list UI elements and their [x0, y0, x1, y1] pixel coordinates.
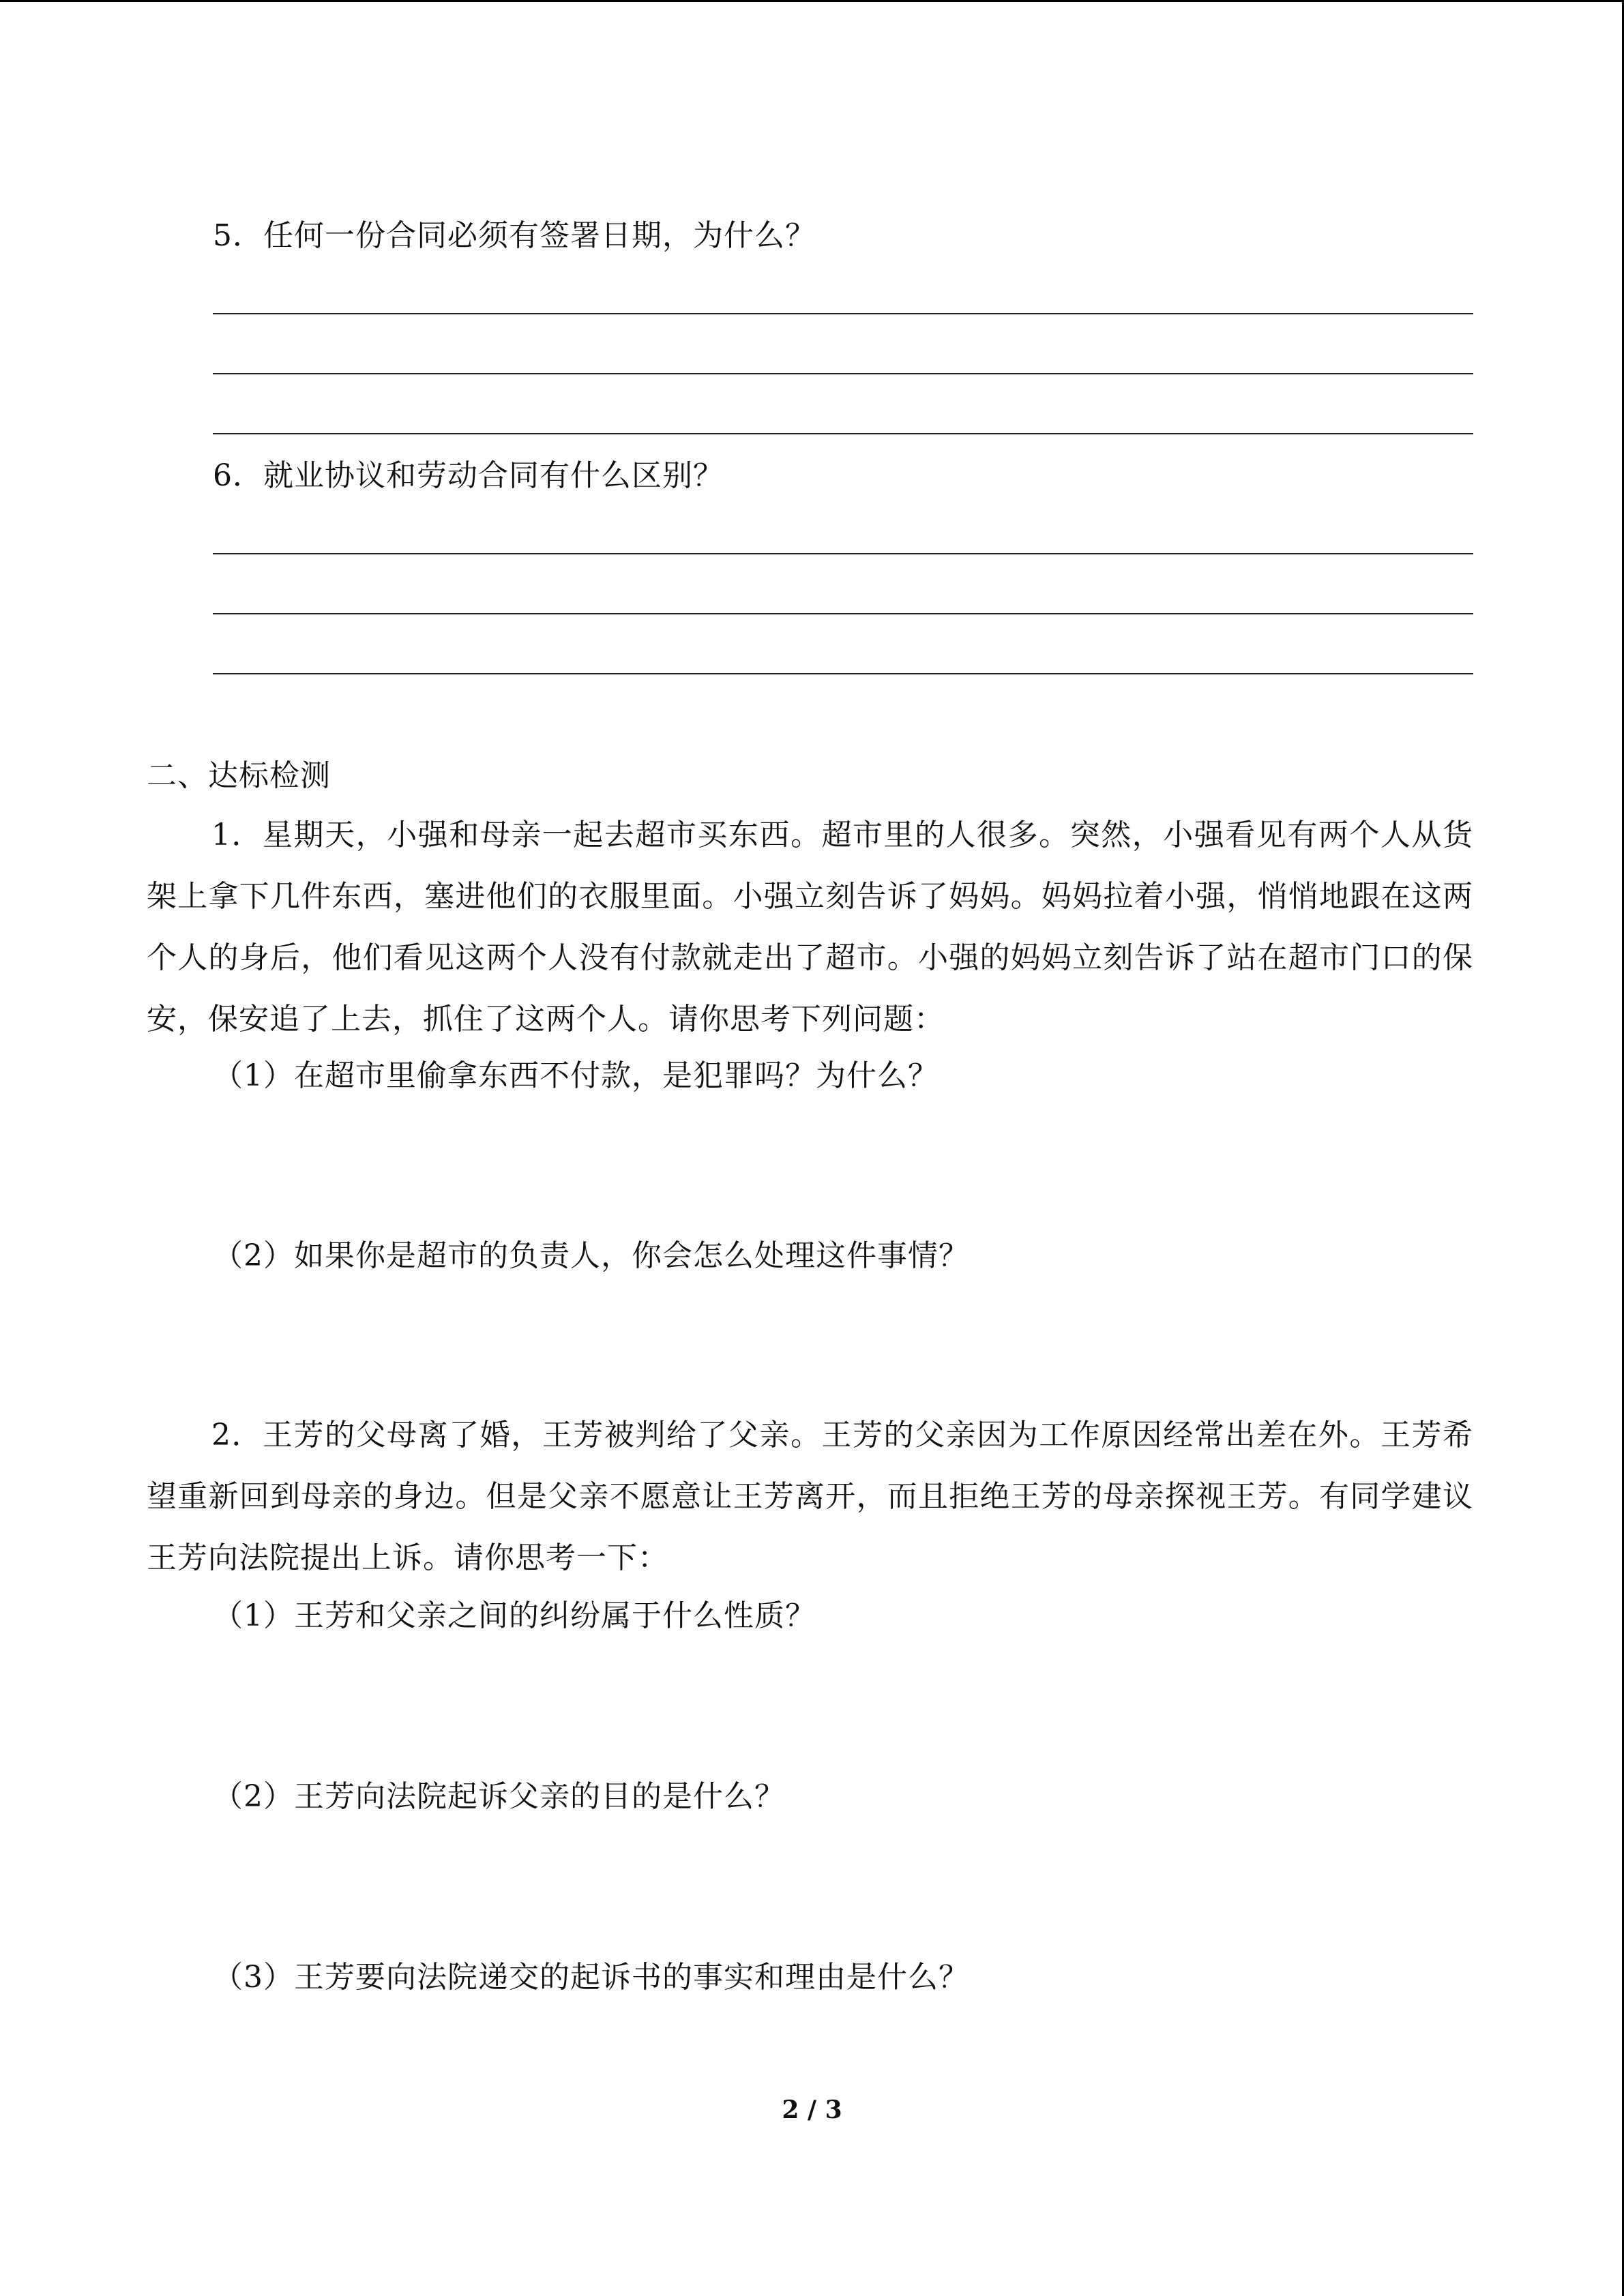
section-heading: 二、达标检测: [147, 758, 331, 793]
case-2-question-3: （3）王芳要向法院递交的起诉书的事实和理由是什么？: [213, 1960, 969, 1995]
case-1-paragraph: 1．星期天，小强和母亲一起去超市买东西。超市里的人很多。突然，小强看见有两个人从货架上拿下几件东西，塞进他们的衣服里面。小强立刻告诉了妈妈。妈妈拉着小强，悄悄地跟在这两个人的身后，他们看见这两个人没有付款就走出了超市。小强的妈妈立刻告诉了站在超市门口的保安，保安追了上去，抓住了这两个人。请你思考下列问题：: [147, 818, 1473, 1037]
case-1-question-1: （1）在超市里偷拿东西不付款，是犯罪吗？为什么？: [213, 1058, 939, 1093]
answer-line-q5-3: [213, 433, 1473, 434]
case-2-paragraph: 2．王芳的父母离了婚，王芳被判给了父亲。王芳的父亲因为工作原因经常出差在外。王芳希望重新回到母亲的身边。但是父亲不愿意让王芳离开，而且拒绝王芳的母亲探视王芳。有同学建议王芳向法院提出上诉。请你思考一下：: [147, 1418, 1473, 1575]
case-2-question-1: （1）王芳和父亲之间的纠纷属于什么性质？: [213, 1598, 816, 1633]
page-border-top: [0, 0, 1624, 2]
question-5: 5．任何一份合同必须有签署日期，为什么？: [213, 218, 816, 253]
answer-line-q6-2: [213, 613, 1473, 614]
question-6: 6．就业协议和劳动合同有什么区别？: [213, 458, 724, 493]
answer-line-q5-2: [213, 373, 1473, 374]
answer-line-q6-3: [213, 673, 1473, 674]
page-number: 2 / 3: [782, 2096, 842, 2124]
case-2-question-2: （2）王芳向法院起诉父亲的目的是什么？: [213, 1779, 785, 1814]
answer-line-q6-1: [213, 553, 1473, 554]
case-1-question-2: （2）如果你是超市的负责人，你会怎么处理这件事情？: [213, 1238, 969, 1273]
answer-line-q5-1: [213, 313, 1473, 314]
